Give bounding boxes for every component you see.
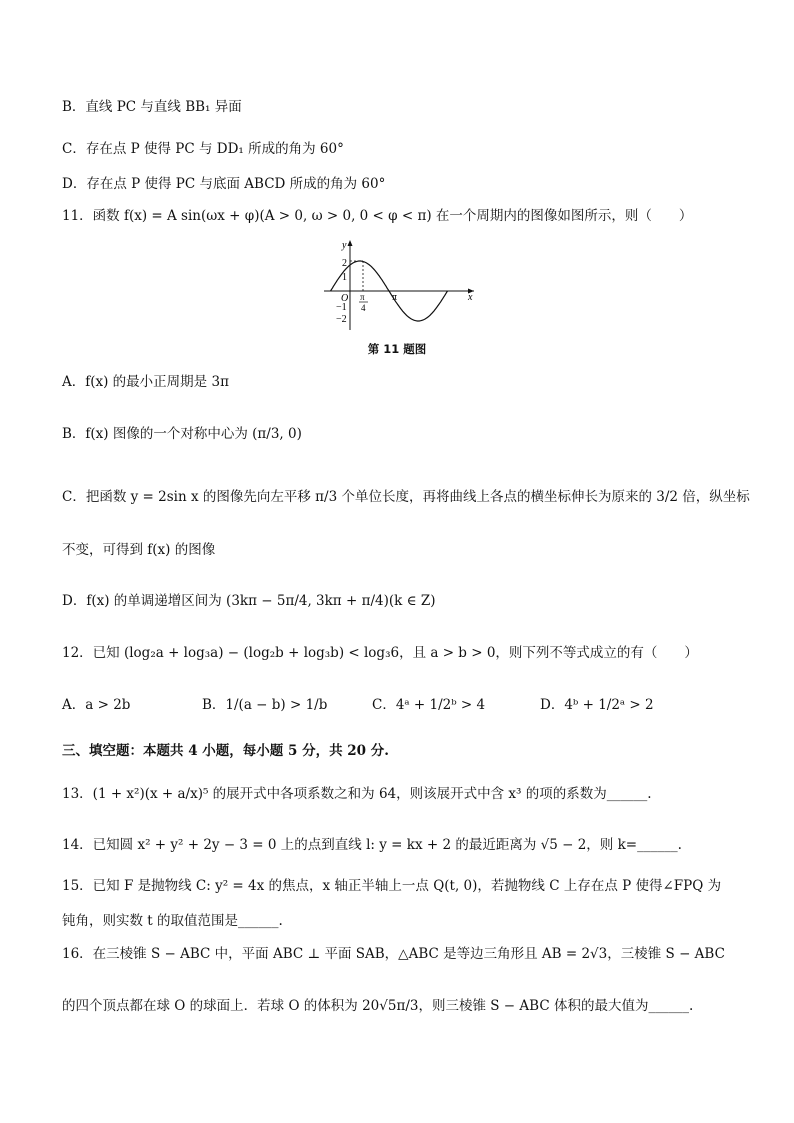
q12-stem: 12．已知 (log₂a + log₃a) − (log₂b + log₃b) < log₃6，且 a > b > 0，则下列不等式成立的有（ ） [62, 645, 698, 661]
figure-caption: 第 11 题图 [367, 342, 427, 356]
q15-stem-line2: 钝角，则实数 t 的取值范围是______. [62, 913, 283, 929]
q11-option-c-line1: C．把函数 y = 2sin x 的图像先向左平移 π/3 个单位长度，再将曲线上各点的横坐标伸长为原来的 3/2 倍，纵坐标 [62, 489, 750, 505]
y-tick-neg2: −2 [336, 314, 347, 325]
x-tick-pi4-den: 4 [361, 303, 366, 313]
x-axis-label: x [468, 292, 473, 303]
q16-stem-line1: 16．在三棱锥 S − ABC 中，平面 ABC ⊥ 平面 SAB，△ABC 是等边三角形且 AB = 2√3，三棱锥 S − ABC [62, 946, 725, 962]
q10-option-c: C．存在点 P 使得 PC 与 DD₁ 所成的角为 60° [62, 141, 344, 157]
q10-option-d: D．存在点 P 使得 PC 与底面 ABCD 所成的角为 60° [62, 176, 386, 192]
section-3-title: 三、填空题：本题共 4 小题，每小题 5 分，共 20 分. [62, 743, 389, 759]
q15-stem-line1: 15．已知 F 是抛物线 C: y² = 4x 的焦点，x 轴正半轴上一点 Q(t, 0)，若抛物线 C 上存在点 P 使得∠FPQ 为 [62, 878, 722, 894]
y-tick-neg1: −1 [336, 302, 347, 313]
origin-label: O [341, 293, 349, 304]
y-axis-label: y [342, 240, 347, 251]
x-tick-pi4-num: π [360, 292, 365, 302]
q10-option-b: B．直线 PC 与直线 BB₁ 异面 [62, 99, 242, 115]
q12-option-b: B．1/(a − b) > 1/b [202, 697, 328, 713]
q11-option-c-line2: 不变，可得到 f(x) 的图像 [62, 542, 216, 558]
q12-option-c: C．4ᵃ + 1/2ᵇ > 4 [372, 697, 486, 713]
q16-stem-line2: 的四个顶点都在球 O 的球面上．若球 O 的体积为 20√5π/3，则三棱锥 S − ABC 体积的最大值为______. [62, 998, 694, 1014]
q14-stem: 14．已知圆 x² + y² + 2y − 3 = 0 上的点到直线 l: y = kx + 2 的最近距离为 √5 − 2，则 k=______. [62, 837, 682, 853]
y-tick-2: 2 [342, 258, 347, 269]
q12-option-d: D．4ᵇ + 1/2ᵃ > 2 [540, 697, 654, 713]
q12-option-a: A．a > 2b [62, 697, 131, 713]
q11-option-b: B．f(x) 图像的一个对称中心为 (π/3, 0) [62, 426, 302, 442]
q11-option-d: D．f(x) 的单调递增区间为 (3kπ − 5π/4, 3kπ + π/4)(k ∈ Z) [62, 593, 436, 609]
q11-sine-graph [322, 238, 482, 334]
x-tick-pi: π [392, 292, 398, 303]
q13-stem: 13．(1 + x²)(x + a/x)⁵ 的展开式中各项系数之和为 64，则该展开式中含 x³ 的项的系数为______. [62, 786, 652, 802]
q11-option-a: A．f(x) 的最小正周期是 3π [62, 374, 229, 390]
q11-stem: 11．函数 f(x) = A sin(ωx + φ)(A > 0, ω > 0, 0 < φ < π) 在一个周期内的图像如图所示，则（ ） [62, 208, 693, 224]
y-tick-1: 1 [342, 272, 347, 283]
